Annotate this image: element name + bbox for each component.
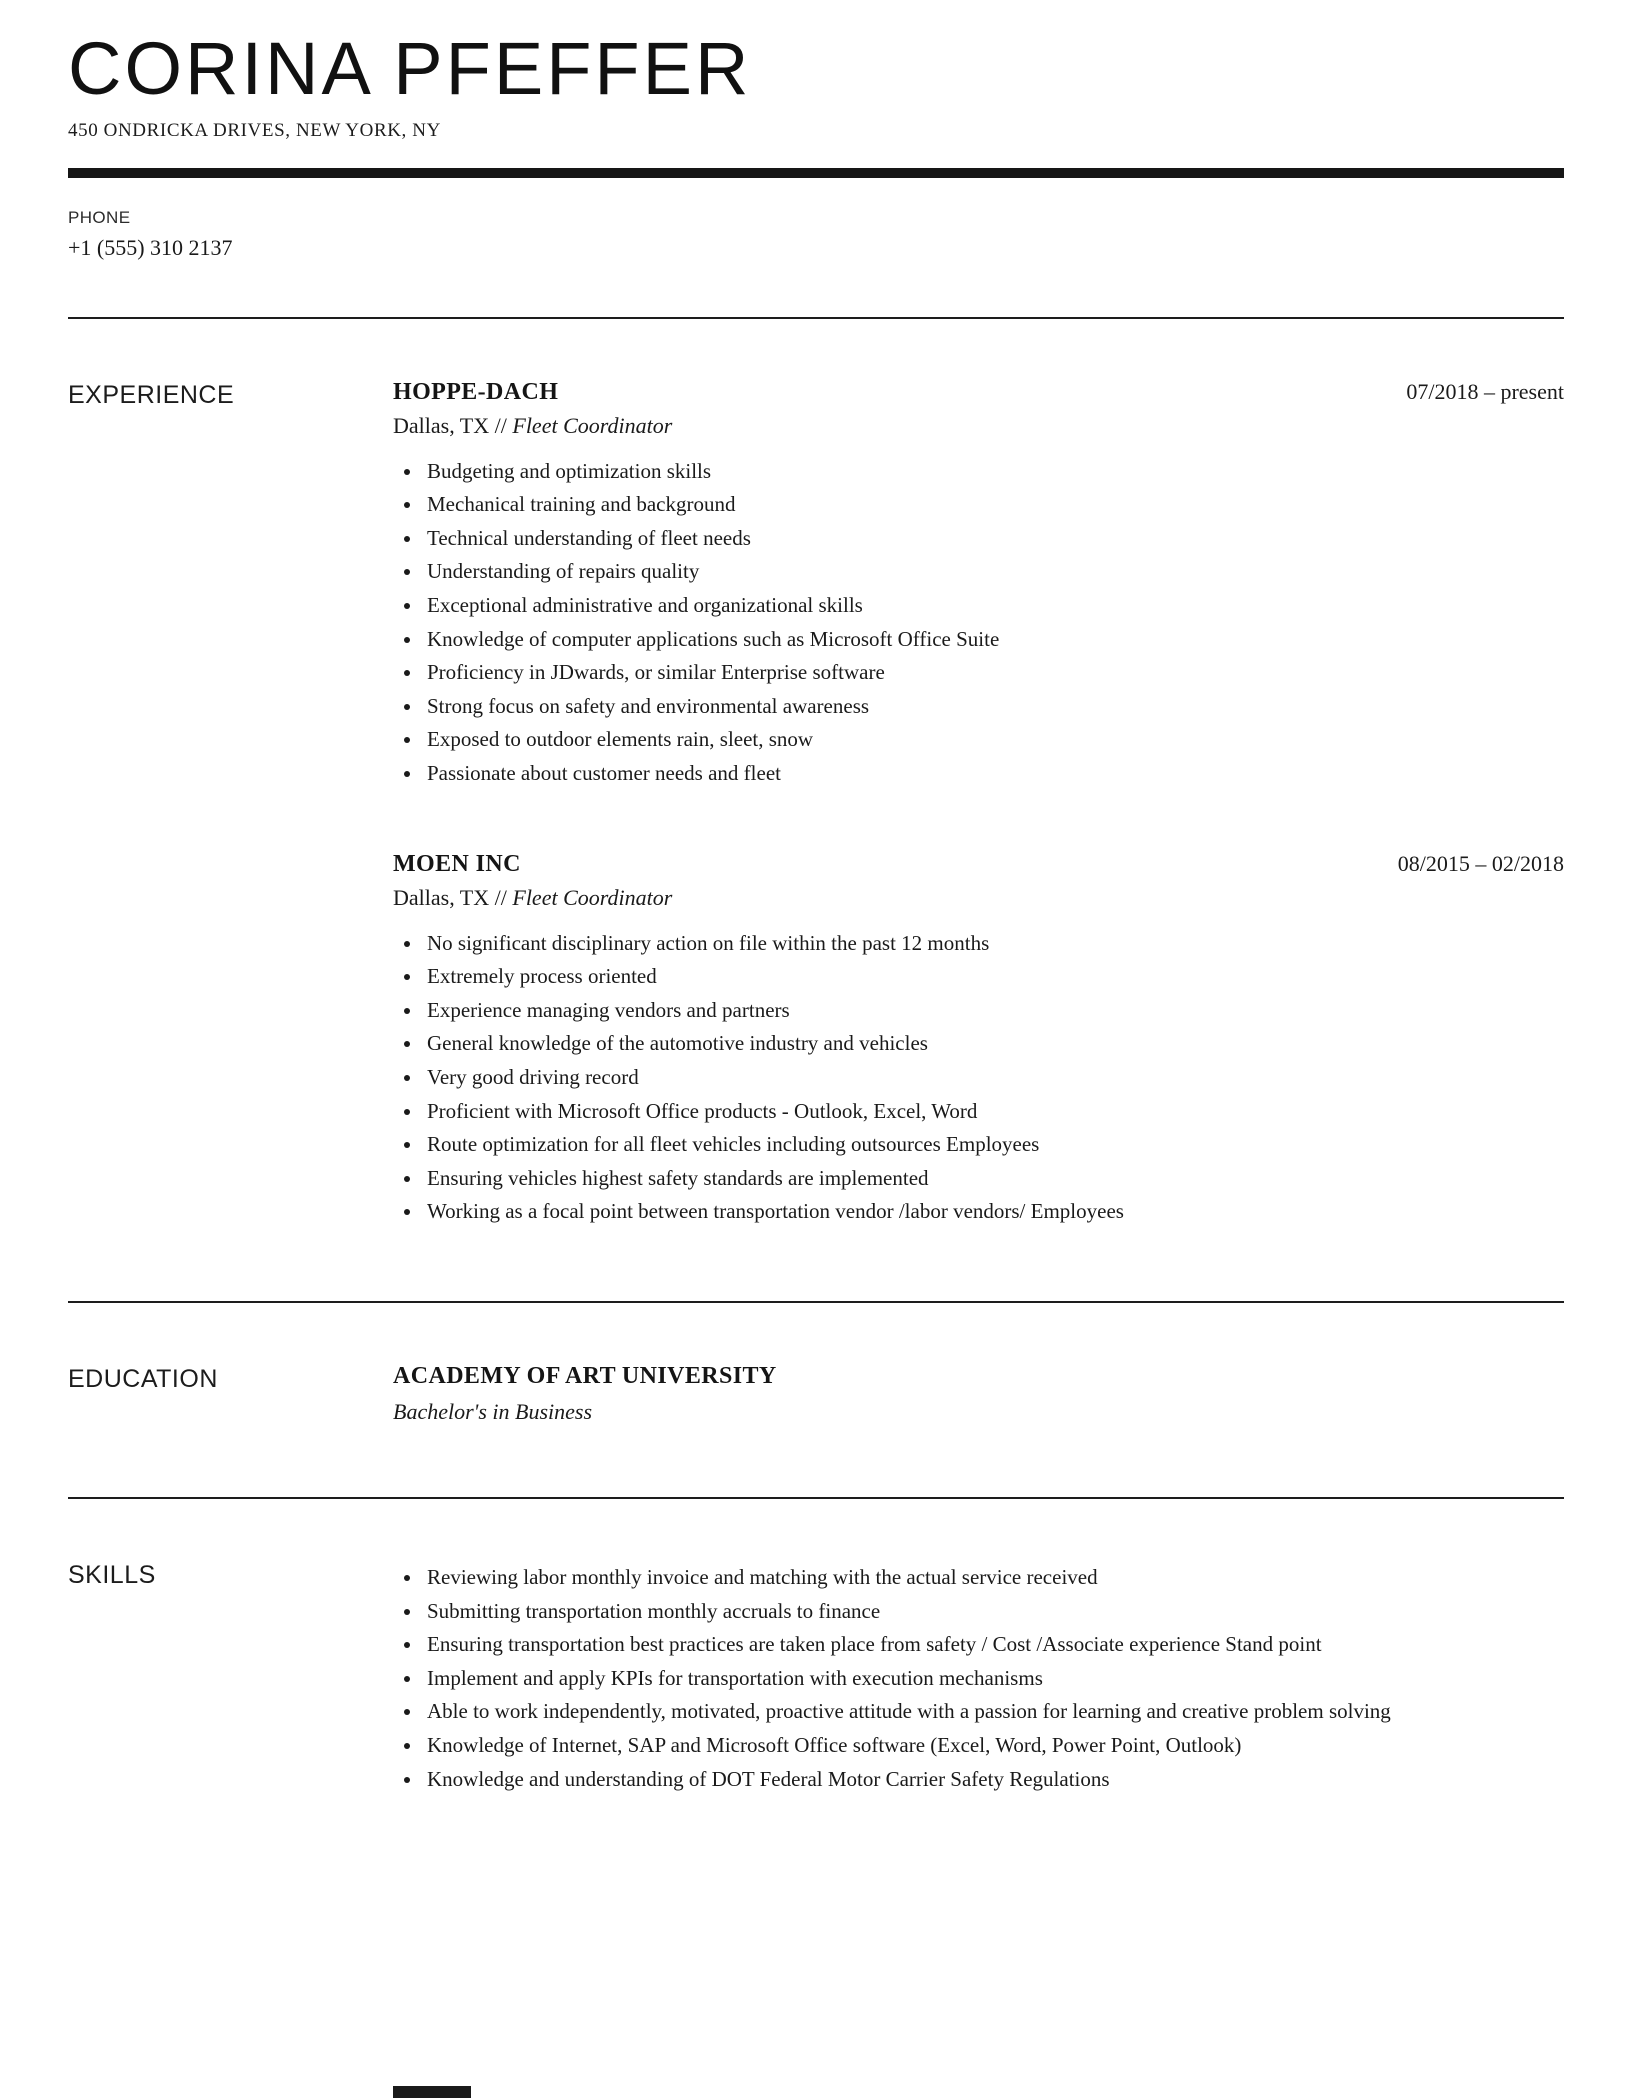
bullet-item: • Able to work independently, motivated, proactive attitude with a passion for learning and creative problem solving (423, 1695, 1564, 1729)
bullet-item: • Knowledge and understanding of DOT Federal Motor Carrier Safety Regulations (423, 1763, 1564, 1797)
bullet-item: • Experience managing vendors and partners (423, 994, 1564, 1028)
job-separator: // (494, 412, 507, 438)
job-header (393, 851, 1564, 878)
next-page-fragment (393, 2086, 471, 2098)
bullet-item: • Strong focus on safety and environmental awareness (423, 690, 1564, 724)
bullet-item: • Exposed to outdoor elements rain, sleet, snow (423, 723, 1564, 757)
school-name: ACADEMY OF ART UNIVERSITY (393, 1362, 777, 1389)
degree-name: Bachelor's in Business (393, 1398, 593, 1424)
bullet-item: • No significant disciplinary action on file within the past 12 months (423, 927, 1564, 961)
section-divider (68, 1301, 1564, 1303)
bullet-item: • Implement and apply KPIs for transportation with execution mechanisms (423, 1662, 1564, 1696)
phone-label: PHONE (68, 207, 131, 227)
job-dates: 08/2015 – 02/2018 (1397, 850, 1564, 876)
candidate-address: 450 ONDRICKA DRIVES, NEW YORK, NY (68, 119, 441, 141)
bullet-item: • General knowledge of the automotive industry and vehicles (423, 1027, 1564, 1061)
bullet-item: • Knowledge of Internet, SAP and Microsoft Office software (Excel, Word, Power Point, Outlook) (423, 1729, 1564, 1763)
header-divider (68, 168, 1564, 178)
job-header (393, 379, 1564, 406)
education-section (68, 1363, 1564, 1425)
bullet-item: • Reviewing labor monthly invoice and matching with the actual service received (423, 1561, 1564, 1595)
company-name: MOEN INC (393, 850, 521, 877)
bullet-item: • Proficiency in JDwards, or similar Enterprise software (423, 656, 1564, 690)
section-divider (68, 1497, 1564, 1499)
bullet-item: • Passionate about customer needs and fleet (423, 757, 1564, 791)
bullet-item: • Extremely process oriented (423, 960, 1564, 994)
bullet-item: • Technical understanding of fleet needs (423, 522, 1564, 556)
candidate-name: CORINA PFEFFER (68, 27, 752, 110)
job-subheader (393, 413, 1564, 439)
education-section-label: EDUCATION (68, 1364, 218, 1393)
bullet-item: • Knowledge of computer applications such as Microsoft Office Suite (423, 623, 1564, 657)
job-subheader (393, 885, 1564, 911)
bullet-item: • Working as a focal point between transportation vendor /labor vendors/ Employees (423, 1195, 1564, 1229)
job-dates: 07/2018 – present (1406, 378, 1564, 404)
bullet-item: • Submitting transportation monthly accruals to finance (423, 1595, 1564, 1629)
education-content (393, 1363, 1564, 1425)
company-name: HOPPE-DACH (393, 378, 559, 405)
resume-header (68, 27, 1564, 142)
job-bullet-list (393, 455, 1564, 791)
job-bullet-list (393, 927, 1564, 1229)
experience-section (68, 379, 1564, 1229)
bullet-item: • Ensuring vehicles highest safety standards are implemented (423, 1162, 1564, 1196)
bullet-item: • Proficient with Microsoft Office products - Outlook, Excel, Word (423, 1095, 1564, 1129)
skills-content (393, 1559, 1564, 1796)
job-title: Fleet Coordinator (512, 412, 673, 438)
contact-section (68, 208, 1564, 261)
job-separator: // (494, 884, 507, 910)
bullet-item: • Understanding of repairs quality (423, 555, 1564, 589)
bullet-item: • Very good driving record (423, 1061, 1564, 1095)
job-title: Fleet Coordinator (512, 884, 673, 910)
skills-bullet-list (393, 1561, 1564, 1796)
bullet-item: • Exceptional administrative and organizational skills (423, 589, 1564, 623)
bullet-item: • Mechanical training and background (423, 488, 1564, 522)
bullet-item: • Ensuring transportation best practices are taken place from safety / Cost /Associate experience Stand point (423, 1628, 1564, 1662)
experience-section-label: EXPERIENCE (68, 380, 235, 409)
bullet-item: • Route optimization for all fleet vehicles including outsources Employees (423, 1128, 1564, 1162)
phone-value: +1 (555) 310 2137 (68, 234, 233, 260)
job-entry (393, 379, 1564, 791)
section-divider (68, 317, 1564, 319)
experience-content (393, 379, 1564, 1229)
job-location: Dallas, TX (393, 412, 490, 438)
job-location: Dallas, TX (393, 884, 490, 910)
skills-section-label: SKILLS (68, 1560, 156, 1589)
job-entry (393, 851, 1564, 1229)
skills-section (68, 1559, 1564, 1796)
bullet-item: • Budgeting and optimization skills (423, 455, 1564, 489)
